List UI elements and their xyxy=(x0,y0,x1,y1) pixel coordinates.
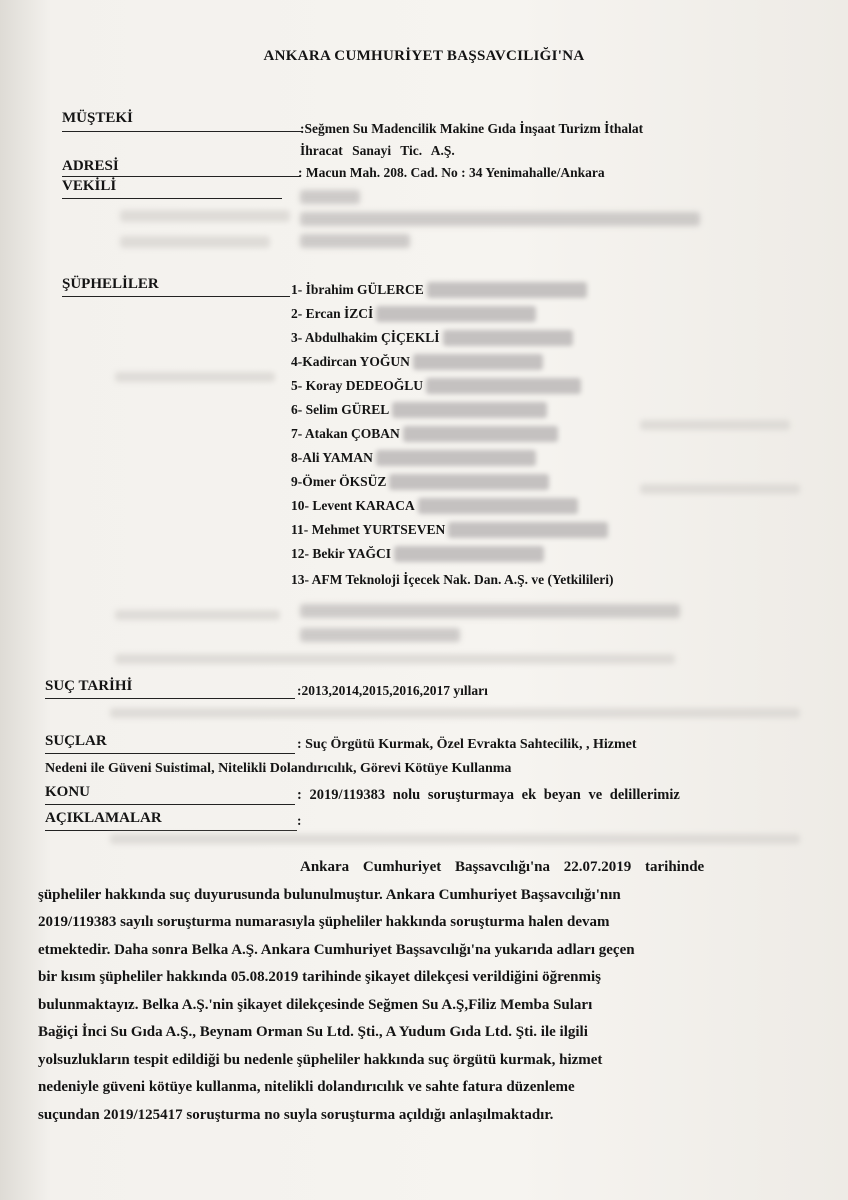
suspect-item xyxy=(291,282,587,298)
suspect-item xyxy=(291,522,608,538)
body-line: bir kısım şüpheliler hakkında 05.08.2019 tarihinde şikayet dilekçesi verildiğini öğrenmiş xyxy=(38,969,601,985)
aciklamalar-label: AÇIKLAMALAR xyxy=(45,810,162,826)
redacted-address-2 xyxy=(300,628,460,642)
suspect-name: 8-Ali YAMAN xyxy=(291,450,373,465)
redacted-vekili-2 xyxy=(300,212,700,226)
suspect-item xyxy=(291,426,558,442)
redacted-faint-3 xyxy=(115,372,275,382)
suspect-name: 4-Kadircan YOĞUN xyxy=(291,354,410,369)
suspect-name: 10- Levent KARACA xyxy=(291,498,415,513)
redacted-faint-6 xyxy=(115,610,280,620)
vekili-underline xyxy=(62,198,282,199)
body-line: bulunmaktayız. Belka A.Ş.'nin şikayet dilekçesinde Seğmen Su A.Ş,Filiz Memba Suları xyxy=(38,996,593,1013)
redacted-id xyxy=(376,450,536,466)
body-line: etmektedir. Daha sonra Belka A.Ş. Ankara Cumhuriyet Başsavcılığı'na yukarıda adları geçen xyxy=(38,941,635,958)
adresi-value: : Macun Mah. 208. Cad. No : 34 Yenimahalle/Ankara xyxy=(298,165,605,180)
musteki-underline xyxy=(62,131,302,132)
redacted-id xyxy=(403,426,558,442)
suspect-name: 6- Selim GÜREL xyxy=(291,402,390,417)
redacted-id xyxy=(392,402,547,418)
musteki-label: MÜŞTEKİ xyxy=(62,110,133,126)
redacted-id xyxy=(448,522,608,538)
konu-underline xyxy=(45,804,295,805)
aciklamalar-underline xyxy=(45,830,297,831)
redacted-id xyxy=(426,378,581,394)
body-line: 2019/119383 sayılı soruşturma numarasıyla şüpheliler hakkında soruşturma halen devam xyxy=(38,914,610,930)
konu-label: KONU xyxy=(45,784,90,800)
body-line: şüpheliler hakkında suç duyurusunda bulunulmuştur. Ankara Cumhuriyet Başsavcılığı'nın xyxy=(38,886,621,903)
redacted-id xyxy=(394,546,544,562)
supheliler-label: ŞÜPHELİLER xyxy=(62,276,159,292)
redacted-faint-7 xyxy=(115,654,675,664)
vekili-label: VEKİLİ xyxy=(62,178,117,194)
musteki-value xyxy=(300,118,800,162)
suspect-name: 1- İbrahim GÜLERCE xyxy=(291,282,424,297)
redacted-faint-4 xyxy=(640,420,790,430)
suspect-item xyxy=(291,498,578,514)
suclar-underline xyxy=(45,753,295,754)
suclar-value-line2: Nedeni ile Güveni Suistimal, Nitelikli Dolandırıcılık, Görevi Kötüye Kullanma xyxy=(45,761,512,776)
body-line: nedeniyle güveni kötüye kullanma, nitelikli dolandırıcılık ve sahte fatura düzenleme xyxy=(38,1079,575,1095)
musteki-value-line1: :Seğmen Su Madencilik Makine Gıda İnşaat Turizm İthalat xyxy=(300,121,644,136)
supheliler-underline xyxy=(62,296,290,297)
suspect-name: 7- Atakan ÇOBAN xyxy=(291,426,400,441)
suspect-item xyxy=(291,402,547,418)
document-title: ANKARA CUMHURİYET BAŞSAVCILIĞI'NA xyxy=(263,48,585,64)
suspect-item xyxy=(291,330,573,346)
redacted-id xyxy=(389,474,549,490)
suspect-item xyxy=(291,378,581,394)
body-line: Ankara Cumhuriyet Başsavcılığı'na 22.07.2019 tarihinde xyxy=(300,859,705,875)
adresi-underline xyxy=(62,176,300,177)
musteki-value-line2: İhracat Sanayi Tic. A.Ş. xyxy=(300,143,455,158)
suspect-name: 3- Abdulhakim ÇİÇEKLİ xyxy=(291,330,440,345)
suspect-name: 13- AFM Teknoloji İçecek Nak. Dan. A.Ş. ve (Yetkilileri) xyxy=(291,572,614,587)
body-line: Bağiçi İnci Su Gıda A.Ş., Beynam Orman Su Ltd. Şti., A Yudum Gıda Ltd. Şti. ile ilgili xyxy=(38,1024,588,1040)
suclar-label: SUÇLAR xyxy=(45,733,107,749)
suspect-item xyxy=(291,546,544,562)
redacted-id xyxy=(427,282,587,298)
redacted-id xyxy=(418,498,578,514)
suc-tarihi-label: SUÇ TARİHİ xyxy=(45,678,133,694)
redacted-faint-1 xyxy=(120,210,290,222)
redacted-address-1 xyxy=(300,604,680,618)
redacted-id xyxy=(376,306,536,322)
redacted-id xyxy=(443,330,573,346)
redacted-faint-9 xyxy=(110,834,800,844)
body-paragraph xyxy=(38,854,848,1129)
suspect-item xyxy=(291,474,549,490)
redacted-faint-8 xyxy=(110,708,800,718)
adresi-label: ADRESİ xyxy=(62,158,119,174)
suclar-value-line1: : Suç Örgütü Kurmak, Özel Evrakta Sahtecilik, , Hizmet xyxy=(297,737,637,752)
body-line: yolsuzlukların tespit edildiği bu nedenle şüpheliler hakkında suç örgütü kurmak, hizmet xyxy=(38,1051,603,1068)
suspect-item xyxy=(291,354,543,370)
redacted-vekili-3 xyxy=(300,234,410,248)
suspect-name: 2- Ercan İZCİ xyxy=(291,306,374,321)
redacted-id xyxy=(413,354,543,370)
suspect-name: 12- Bekir YAĞCI xyxy=(291,546,392,561)
suspect-item xyxy=(291,306,536,322)
redacted-vekili-1 xyxy=(300,190,360,204)
suspect-name: 5- Koray DEDEOĞLU xyxy=(291,378,424,393)
suc-tarihi-underline xyxy=(45,698,295,699)
redacted-faint-2 xyxy=(120,236,270,248)
suspect-name: 9-Ömer ÖKSÜZ xyxy=(291,474,387,489)
konu-value: : 2019/119383 nolu soruşturmaya ek beyan ve delillerimiz xyxy=(297,787,680,803)
suspect-item xyxy=(291,450,536,466)
suc-tarihi-value: :2013,2014,2015,2016,2017 yılları xyxy=(297,683,488,698)
body-line: suçundan 2019/125417 soruşturma no suyla soruşturma açıldığı anlaşılmaktadır. xyxy=(38,1106,554,1123)
aciklamalar-value: : xyxy=(297,813,302,828)
redacted-faint-5 xyxy=(640,484,800,494)
suspect-item xyxy=(291,572,614,588)
suspect-name: 11- Mehmet YURTSEVEN xyxy=(291,522,446,537)
